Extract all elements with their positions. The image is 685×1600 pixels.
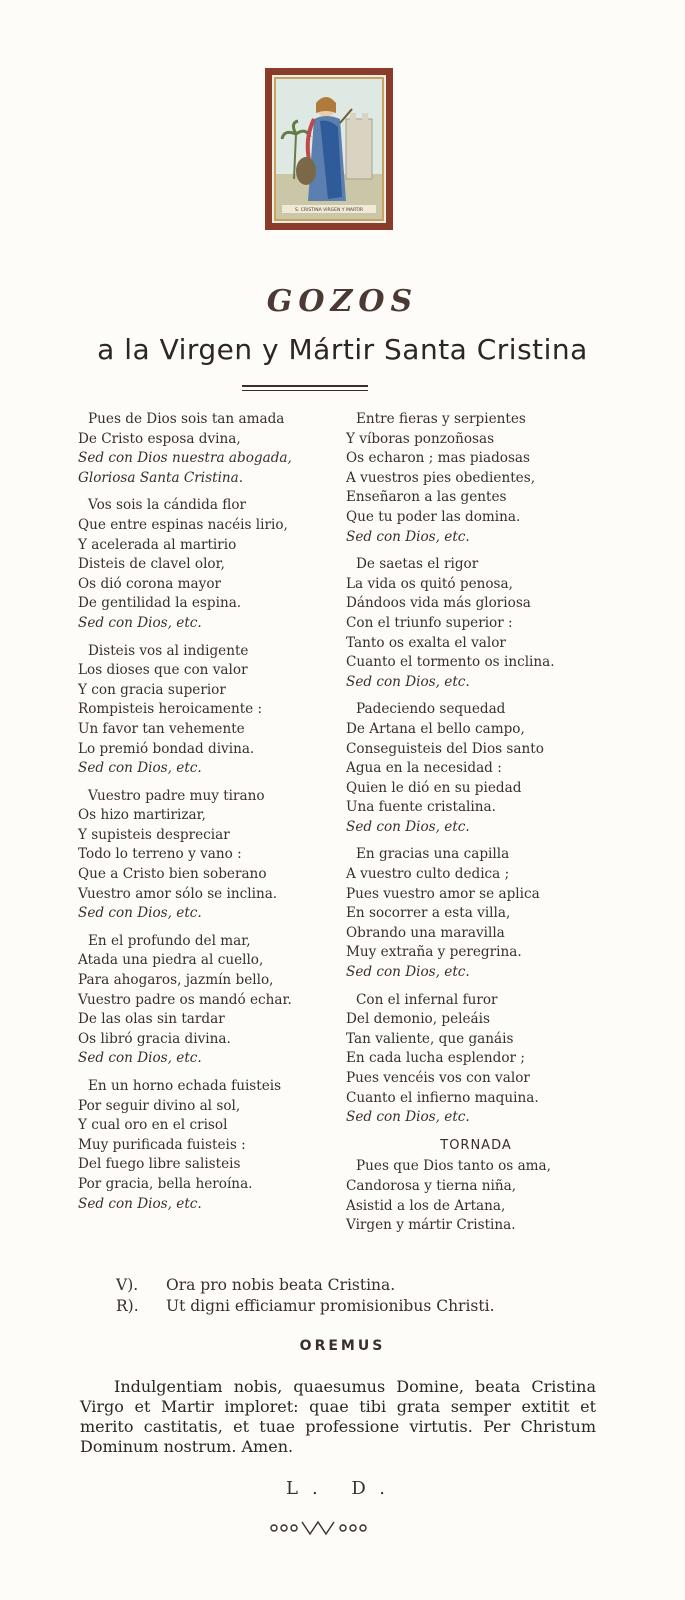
verse-line: Muy purificada fuisteis : [78, 1136, 246, 1153]
verse-line: Que tu poder las domina. [346, 508, 521, 525]
verse-line: Disteis vos al indigente [88, 642, 249, 659]
verse-line: La vida os quitó penosa, [346, 575, 513, 592]
verse-line: Y supisteis despreciar [78, 826, 230, 843]
verse-line: Os hizo martirizar, [78, 807, 206, 824]
verse-line: Agua en la necesidad : [346, 760, 502, 777]
stanza [346, 410, 606, 547]
tile-caption: S. CRISTINA VIRGEN Y MARTIR [295, 208, 363, 213]
stanza [346, 845, 606, 982]
verse-line: Vuestro padre muy tirano [88, 787, 265, 804]
title-divider-thin [242, 390, 368, 391]
verse-line: Por seguir divino al sol, [78, 1097, 241, 1114]
verse-line: Cuanto el infierno maquina. [346, 1089, 539, 1106]
verse-line: Cuanto el tormento os inclina. [346, 654, 555, 671]
verse-line: Que entre espinas nacéis lirio, [78, 516, 288, 533]
verse-line: Entre fieras y serpientes [356, 411, 526, 427]
verse-line: Sed con Dios nuestra abogada, [78, 450, 292, 467]
response-line [116, 1296, 495, 1316]
stanza [78, 1077, 340, 1214]
tornada-line: Asistid a los de Artana, [346, 1197, 506, 1214]
verse-line: Padeciendo sequedad [356, 701, 506, 718]
verse-line: Dándoos vida más gloriosa [346, 595, 531, 612]
verse-line: Y con gracia superior [78, 681, 226, 698]
prayer-paragraph: Indulgentiam nobis, quaesumus Domine, beata Cristina Virgo et Martir imploret: quae tibi grata semper extitit et merito castitatis, et tuae professione virtutis. Per Christum Dominum nostrum. Amen. [80, 1377, 596, 1456]
verse-line: De Cristo esposa dvina, [78, 430, 241, 447]
response-text: Ut digni efficiamur promisionibus Christi. [166, 1297, 495, 1315]
verse-line: Vuestro amor sólo se inclina. [78, 885, 278, 902]
verse-line: En cada lucha esplendor ; [346, 1050, 525, 1067]
verse-line: Os echaron ; mas piadosas [346, 450, 531, 467]
verse-line: A vuestro culto dedica ; [346, 866, 510, 883]
verse-line: Gloriosa Santa Cristina. [78, 469, 244, 486]
verse-line: Vuestro padre os mandó echar. [78, 991, 292, 1008]
oremus-heading: OREMUS [299, 1338, 386, 1354]
verse-line: Lo premió bondad divina. [78, 740, 255, 757]
tornada-line: Pues que Dios tanto os ama, [356, 1158, 551, 1175]
verse-line: En gracias una capilla [356, 846, 510, 863]
verse-line: Que a Cristo bien soberano [78, 866, 267, 883]
verse-line: Obrando una maravilla [346, 924, 505, 941]
stanza [78, 496, 340, 633]
verse-line: Sed con Dios, etc. [346, 1109, 470, 1126]
verse-line: Del demonio, peleáis [346, 1011, 490, 1028]
verse-line: Sed con Dios, etc. [78, 760, 202, 777]
saint-cristina-illustration [276, 79, 382, 219]
verse-line: Sed con Dios, etc. [78, 614, 202, 631]
versicle-label: V). [116, 1276, 139, 1294]
verse-line: Todo lo terreno y vano : [78, 846, 242, 863]
stanza [78, 787, 340, 924]
verse-line: Muy extraña y peregrina. [346, 944, 522, 961]
verse-line: Sed con Dios, etc. [346, 818, 470, 835]
stanza [346, 700, 606, 837]
verse-line: Con el triunfo superior : [346, 614, 513, 631]
verse-line: Los dioses que con valor [78, 662, 248, 679]
verse-line: Por gracia, bella heroína. [78, 1175, 253, 1192]
verse-line: Con el infernal furor [356, 991, 498, 1008]
verse-line: A vuestros pies obedientes, [346, 469, 536, 486]
verse-line: Sed con Dios, etc. [346, 964, 470, 981]
saint-tile-image [265, 68, 393, 230]
closing-initials: L. D. [286, 1478, 399, 1499]
verse-line: En socorrer a esta villa, [346, 905, 511, 922]
verse-line: En un horno echada fuisteis [88, 1078, 282, 1094]
stanza [78, 642, 340, 779]
verse-line: Pues de Dios sois tan amada [88, 411, 285, 427]
verse-line: Atada una piedra al cuello, [78, 952, 264, 969]
stanza [346, 991, 606, 1128]
stanza [78, 410, 340, 488]
verse-line: Vos sois la cándida flor [88, 497, 247, 514]
versicle-line [116, 1275, 395, 1295]
stanza [78, 932, 340, 1069]
verse-line: De gentilidad la espina. [78, 595, 242, 612]
verse-line: Rompisteis heroicamente : [78, 701, 263, 718]
verse-line: Enseñaron a las gentes [346, 489, 507, 506]
verse-line: Y acelerada al martirio [78, 536, 237, 553]
verse-line: Tan valiente, que ganáis [346, 1030, 514, 1047]
verse-line: Pues vuestro amor se aplica [346, 885, 540, 902]
tornada-stanza [346, 1157, 606, 1235]
verse-line: Sed con Dios, etc. [346, 528, 470, 545]
right-verse-column [346, 410, 606, 1236]
verse-line: De saetas el rigor [356, 556, 479, 573]
stanza [346, 555, 606, 692]
verse-line: Os dió corona mayor [78, 575, 222, 592]
tornada-line: Virgen y mártir Cristina. [346, 1217, 516, 1234]
right-stanzas [346, 410, 606, 1128]
verse-line: Una fuente cristalina. [346, 799, 496, 816]
verse-line: Sed con Dios, etc. [346, 673, 470, 690]
verse-line: Tanto os exalta el valor [346, 634, 506, 651]
verse-line: Disteis de clavel olor, [78, 556, 225, 573]
verse-line: Pues vencéis vos con valor [346, 1070, 530, 1086]
response-label: R). [116, 1297, 139, 1315]
verse-line: Conseguisteis del Dios santo [346, 740, 544, 757]
verse-line: Y cual oro en el crisol [78, 1117, 228, 1134]
verse-line: Un favor tan vehemente [78, 720, 245, 737]
verse-line: En el profundo del mar, [88, 932, 251, 949]
verse-line: Sed con Dios, etc. [78, 1195, 202, 1212]
left-verse-column [78, 410, 340, 1222]
versicle-text: Ora pro nobis beata Cristina. [166, 1276, 396, 1294]
verse-line: Sed con Dios, etc. [78, 905, 202, 922]
title-divider [242, 385, 368, 387]
tornada-label: TORNADA [440, 1137, 512, 1153]
bottom-ornament-icon [266, 1518, 371, 1538]
verse-line: Sed con Dios, etc. [78, 1050, 202, 1067]
tornada-line: Candorosa y tierna niña, [346, 1177, 517, 1194]
prayer-text [80, 1377, 596, 1457]
gozos-heading: GOZOS [266, 284, 419, 319]
verse-line: Del fuego libre salisteis [78, 1156, 241, 1173]
verse-line: De las olas sin tardar [78, 1011, 225, 1028]
page-title: a la Virgen y Mártir Santa Cristina [97, 333, 588, 366]
verse-line: Os libró gracia divina. [78, 1030, 231, 1047]
verse-line: De Artana el bello campo, [346, 720, 525, 737]
verse-line: Y víboras ponzoñosas [346, 430, 495, 447]
verse-line: Quien le dió en su piedad [346, 779, 522, 796]
verse-line: Para ahogaros, jazmín bello, [78, 972, 274, 989]
